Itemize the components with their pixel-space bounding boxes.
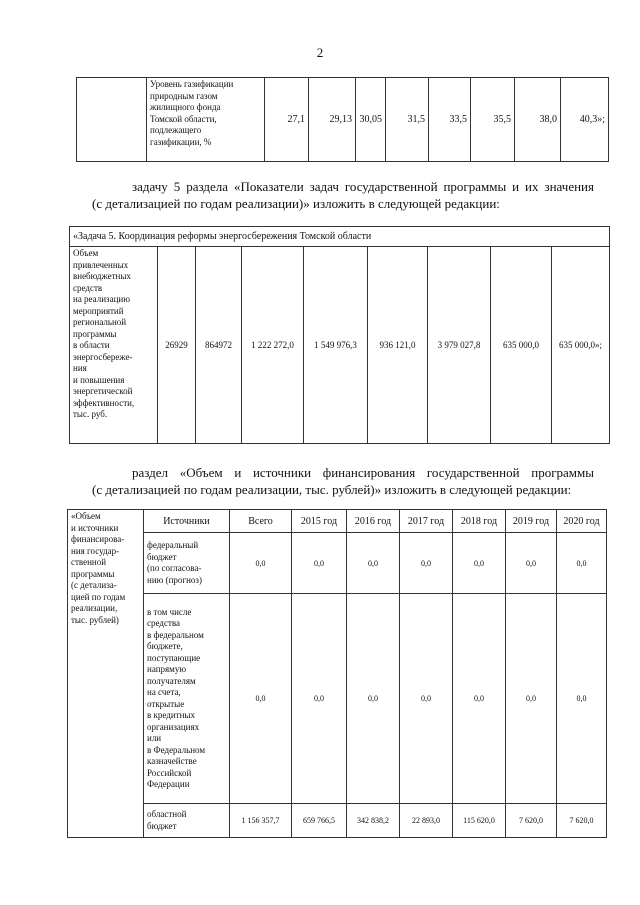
value-cell: 33,5 <box>429 78 471 162</box>
value-cell: 0,0 <box>453 533 506 594</box>
funding-side-label: «Объем и источники финансирова- ния государ- ственной программы (с детализа- цией по годам реализации, тыс. рублей) <box>68 510 144 838</box>
value-cell: 38,0 <box>515 78 561 162</box>
value-cell: 0,0 <box>400 533 453 594</box>
value-cell: 0,0 <box>347 533 400 594</box>
value-cell: 1 222 272,0 <box>242 247 304 444</box>
value-cell: 936 121,0 <box>368 247 428 444</box>
value-cell: 0,0 <box>230 594 292 804</box>
value-cell: 27,1 <box>265 78 309 162</box>
header-sources: Источники <box>144 510 230 533</box>
value-cell: 1 156 357,7 <box>230 804 292 838</box>
paragraph-funding: раздел «Объем и источники финансирования государственной программы (с детализацией по годам реализации, тыс. рублей)» изложить в следующей редакции: <box>92 465 594 497</box>
header-2019: 2019 год <box>506 510 557 533</box>
gasification-table <box>76 77 609 162</box>
value-cell: 864972 <box>196 247 242 444</box>
page-number: 2 <box>316 45 324 60</box>
value-cell: 0,0 <box>506 594 557 804</box>
source-federal-direct: в том числе средства в федеральном бюджете, поступающие напрямую получателям на счета, открытые в кредитных организациях или в Федеральном казначействе Российской Федерации <box>144 594 230 804</box>
value-cell: 35,5 <box>471 78 515 162</box>
header-2016: 2016 год <box>347 510 400 533</box>
value-cell: 22 893,0 <box>400 804 453 838</box>
funding-table <box>67 509 607 838</box>
value-cell: 0,0 <box>557 533 607 594</box>
value-cell: 7 620,0 <box>506 804 557 838</box>
header-total: Всего <box>230 510 292 533</box>
value-cell: 0,0 <box>400 594 453 804</box>
source-federal: федеральный бюджет (по согласова- нию (прогноз) <box>144 533 230 594</box>
value-cell: 0,0 <box>506 533 557 594</box>
value-cell: 0,0 <box>453 594 506 804</box>
value-cell: 0,0 <box>292 594 347 804</box>
value-cell: 342 838,2 <box>347 804 400 838</box>
header-2020: 2020 год <box>557 510 607 533</box>
value-cell: 0,0 <box>292 533 347 594</box>
value-cell: 115 620,0 <box>453 804 506 838</box>
value-cell: 635 000,0»; <box>552 247 610 444</box>
value-cell: 3 979 027,8 <box>428 247 491 444</box>
value-cell: 30,05 <box>356 78 386 162</box>
source-regional: областной бюджет <box>144 804 230 838</box>
value-cell: 0,0 <box>230 533 292 594</box>
value-cell: 0,0 <box>347 594 400 804</box>
header-2017: 2017 год <box>400 510 453 533</box>
value-cell: 40,3»; <box>561 78 609 162</box>
header-2018: 2018 год <box>453 510 506 533</box>
value-cell: 659 766,5 <box>292 804 347 838</box>
value-cell: 26929 <box>158 247 196 444</box>
paragraph-task5: задачу 5 раздела «Показатели задач государственной программы и их значения (с детализацией по годам реализации)» изложить в следующей редакции: <box>92 179 594 211</box>
value-cell: 1 549 976,3 <box>304 247 368 444</box>
value-cell: 7 620,0 <box>557 804 607 838</box>
value-cell: 29,13 <box>309 78 356 162</box>
task5-label: Объем привлеченных внебюджетных средств на реализацию мероприятий региональной программы в области энергосбереже- ния и повышения энергетической эффективности, тыс. руб. <box>70 247 158 444</box>
gasification-label: Уровень газификации природным газом жилищного фонда Томской области, подлежащего газификации, % <box>147 78 265 162</box>
empty-cell <box>77 78 147 162</box>
task5-title: «Задача 5. Координация реформы энергосбережения Томской области <box>70 227 610 247</box>
task5-table <box>69 226 610 444</box>
value-cell: 635 000,0 <box>491 247 552 444</box>
value-cell: 31,5 <box>386 78 429 162</box>
value-cell: 0,0 <box>557 594 607 804</box>
header-2015: 2015 год <box>292 510 347 533</box>
